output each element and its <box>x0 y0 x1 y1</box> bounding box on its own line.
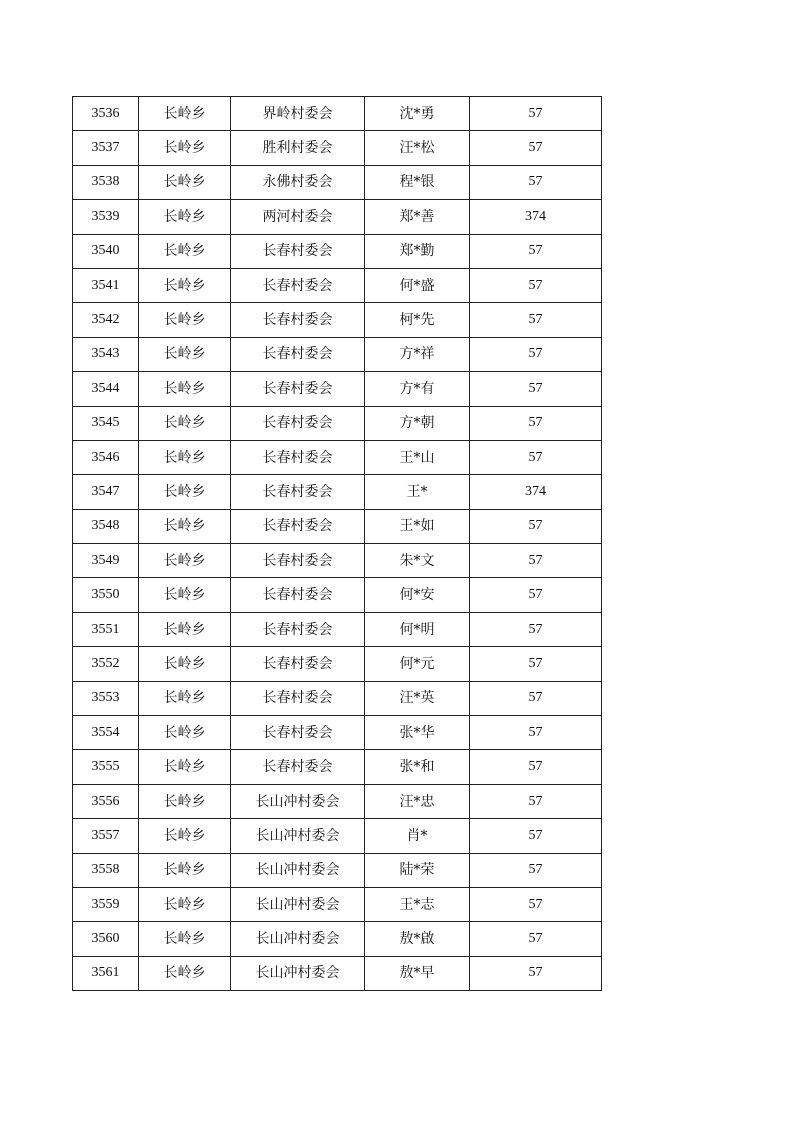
amount-cell: 57 <box>470 406 602 440</box>
township-cell: 长岭乡 <box>139 853 231 887</box>
township-cell: 长岭乡 <box>139 97 231 131</box>
person-name-cell: 陆*荣 <box>365 853 470 887</box>
table-row <box>73 200 602 234</box>
village-committee-cell: 长春村委会 <box>231 681 365 715</box>
village-committee-cell: 长春村委会 <box>231 750 365 784</box>
amount-cell: 57 <box>470 234 602 268</box>
row-number-cell: 3540 <box>73 234 139 268</box>
row-number-cell: 3545 <box>73 406 139 440</box>
table-row <box>73 234 602 268</box>
row-number-cell: 3553 <box>73 681 139 715</box>
village-committee-cell: 两河村委会 <box>231 200 365 234</box>
row-number-cell: 3555 <box>73 750 139 784</box>
row-number-cell: 3554 <box>73 716 139 750</box>
person-name-cell: 汪*松 <box>365 131 470 165</box>
row-number-cell: 3537 <box>73 131 139 165</box>
village-committee-cell: 长春村委会 <box>231 337 365 371</box>
table-row <box>73 372 602 406</box>
row-number-cell: 3557 <box>73 819 139 853</box>
subsidy-table <box>72 96 602 991</box>
township-cell: 长岭乡 <box>139 578 231 612</box>
table-row <box>73 578 602 612</box>
person-name-cell: 王*如 <box>365 509 470 543</box>
person-name-cell: 王* <box>365 475 470 509</box>
township-cell: 长岭乡 <box>139 647 231 681</box>
township-cell: 长岭乡 <box>139 337 231 371</box>
amount-cell: 57 <box>470 784 602 818</box>
person-name-cell: 张*和 <box>365 750 470 784</box>
row-number-cell: 3538 <box>73 165 139 199</box>
row-number-cell: 3548 <box>73 509 139 543</box>
table-row <box>73 165 602 199</box>
township-cell: 长岭乡 <box>139 440 231 474</box>
person-name-cell: 肖* <box>365 819 470 853</box>
row-number-cell: 3539 <box>73 200 139 234</box>
person-name-cell: 方*祥 <box>365 337 470 371</box>
table-row <box>73 544 602 578</box>
amount-cell: 57 <box>470 509 602 543</box>
row-number-cell: 3561 <box>73 956 139 990</box>
person-name-cell: 程*银 <box>365 165 470 199</box>
table-row <box>73 406 602 440</box>
village-committee-cell: 长春村委会 <box>231 475 365 509</box>
table-row <box>73 853 602 887</box>
village-committee-cell: 长山冲村委会 <box>231 956 365 990</box>
township-cell: 长岭乡 <box>139 200 231 234</box>
amount-cell: 57 <box>470 819 602 853</box>
village-committee-cell: 长春村委会 <box>231 440 365 474</box>
village-committee-cell: 长春村委会 <box>231 234 365 268</box>
amount-cell: 57 <box>470 544 602 578</box>
table-body <box>73 97 602 991</box>
person-name-cell: 方*有 <box>365 372 470 406</box>
row-number-cell: 3544 <box>73 372 139 406</box>
row-number-cell: 3547 <box>73 475 139 509</box>
person-name-cell: 汪*英 <box>365 681 470 715</box>
township-cell: 长岭乡 <box>139 612 231 646</box>
amount-cell: 57 <box>470 578 602 612</box>
row-number-cell: 3536 <box>73 97 139 131</box>
table-row <box>73 440 602 474</box>
row-number-cell: 3541 <box>73 268 139 302</box>
amount-cell: 57 <box>470 97 602 131</box>
row-number-cell: 3546 <box>73 440 139 474</box>
village-committee-cell: 永佛村委会 <box>231 165 365 199</box>
village-committee-cell: 长春村委会 <box>231 716 365 750</box>
table-row <box>73 956 602 990</box>
table-row <box>73 716 602 750</box>
amount-cell: 57 <box>470 716 602 750</box>
row-number-cell: 3560 <box>73 922 139 956</box>
village-committee-cell: 界岭村委会 <box>231 97 365 131</box>
amount-cell: 57 <box>470 303 602 337</box>
person-name-cell: 王*山 <box>365 440 470 474</box>
amount-cell: 374 <box>470 475 602 509</box>
row-number-cell: 3556 <box>73 784 139 818</box>
table-row <box>73 819 602 853</box>
township-cell: 长岭乡 <box>139 303 231 337</box>
table-row <box>73 509 602 543</box>
person-name-cell: 何*盛 <box>365 268 470 302</box>
amount-cell: 57 <box>470 956 602 990</box>
village-committee-cell: 长山冲村委会 <box>231 784 365 818</box>
amount-cell: 57 <box>470 922 602 956</box>
amount-cell: 57 <box>470 750 602 784</box>
township-cell: 长岭乡 <box>139 406 231 440</box>
person-name-cell: 方*朝 <box>365 406 470 440</box>
township-cell: 长岭乡 <box>139 922 231 956</box>
township-cell: 长岭乡 <box>139 165 231 199</box>
person-name-cell: 敖*早 <box>365 956 470 990</box>
village-committee-cell: 长山冲村委会 <box>231 922 365 956</box>
table-row <box>73 612 602 646</box>
township-cell: 长岭乡 <box>139 475 231 509</box>
table-row <box>73 303 602 337</box>
village-committee-cell: 长春村委会 <box>231 612 365 646</box>
row-number-cell: 3558 <box>73 853 139 887</box>
amount-cell: 374 <box>470 200 602 234</box>
table-row <box>73 922 602 956</box>
row-number-cell: 3552 <box>73 647 139 681</box>
person-name-cell: 柯*先 <box>365 303 470 337</box>
table-row <box>73 268 602 302</box>
amount-cell: 57 <box>470 647 602 681</box>
amount-cell: 57 <box>470 681 602 715</box>
person-name-cell: 敖*啟 <box>365 922 470 956</box>
table-row <box>73 97 602 131</box>
person-name-cell: 郑*善 <box>365 200 470 234</box>
village-committee-cell: 长山冲村委会 <box>231 853 365 887</box>
person-name-cell: 朱*文 <box>365 544 470 578</box>
village-committee-cell: 长春村委会 <box>231 268 365 302</box>
village-committee-cell: 长春村委会 <box>231 509 365 543</box>
person-name-cell: 王*志 <box>365 887 470 921</box>
row-number-cell: 3542 <box>73 303 139 337</box>
person-name-cell: 张*华 <box>365 716 470 750</box>
village-committee-cell: 长春村委会 <box>231 406 365 440</box>
table-row <box>73 475 602 509</box>
person-name-cell: 何*明 <box>365 612 470 646</box>
table-row <box>73 750 602 784</box>
table-row <box>73 681 602 715</box>
amount-cell: 57 <box>470 372 602 406</box>
village-committee-cell: 长春村委会 <box>231 647 365 681</box>
village-committee-cell: 胜利村委会 <box>231 131 365 165</box>
person-name-cell: 汪*忠 <box>365 784 470 818</box>
row-number-cell: 3550 <box>73 578 139 612</box>
township-cell: 长岭乡 <box>139 544 231 578</box>
table-row <box>73 131 602 165</box>
person-name-cell: 何*安 <box>365 578 470 612</box>
amount-cell: 57 <box>470 268 602 302</box>
village-committee-cell: 长山冲村委会 <box>231 819 365 853</box>
township-cell: 长岭乡 <box>139 681 231 715</box>
amount-cell: 57 <box>470 131 602 165</box>
amount-cell: 57 <box>470 165 602 199</box>
table-row <box>73 887 602 921</box>
table-row <box>73 647 602 681</box>
township-cell: 长岭乡 <box>139 509 231 543</box>
table-row <box>73 784 602 818</box>
amount-cell: 57 <box>470 887 602 921</box>
township-cell: 长岭乡 <box>139 819 231 853</box>
amount-cell: 57 <box>470 853 602 887</box>
amount-cell: 57 <box>470 337 602 371</box>
township-cell: 长岭乡 <box>139 234 231 268</box>
table-row <box>73 337 602 371</box>
township-cell: 长岭乡 <box>139 372 231 406</box>
township-cell: 长岭乡 <box>139 131 231 165</box>
person-name-cell: 郑*勤 <box>365 234 470 268</box>
person-name-cell: 何*元 <box>365 647 470 681</box>
village-committee-cell: 长春村委会 <box>231 372 365 406</box>
row-number-cell: 3559 <box>73 887 139 921</box>
row-number-cell: 3551 <box>73 612 139 646</box>
township-cell: 长岭乡 <box>139 956 231 990</box>
row-number-cell: 3549 <box>73 544 139 578</box>
township-cell: 长岭乡 <box>139 716 231 750</box>
person-name-cell: 沈*勇 <box>365 97 470 131</box>
village-committee-cell: 长春村委会 <box>231 303 365 337</box>
village-committee-cell: 长春村委会 <box>231 578 365 612</box>
township-cell: 长岭乡 <box>139 268 231 302</box>
village-committee-cell: 长春村委会 <box>231 544 365 578</box>
row-number-cell: 3543 <box>73 337 139 371</box>
village-committee-cell: 长山冲村委会 <box>231 887 365 921</box>
amount-cell: 57 <box>470 612 602 646</box>
amount-cell: 57 <box>470 440 602 474</box>
township-cell: 长岭乡 <box>139 887 231 921</box>
township-cell: 长岭乡 <box>139 784 231 818</box>
township-cell: 长岭乡 <box>139 750 231 784</box>
